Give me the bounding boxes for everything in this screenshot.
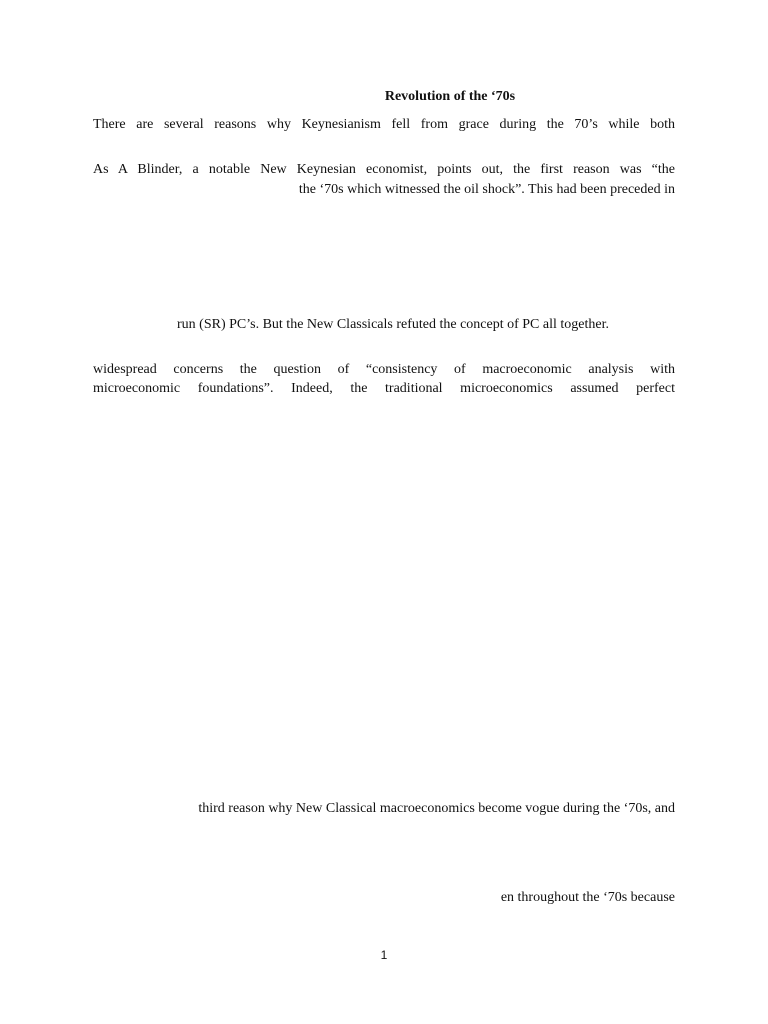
page-number: 1	[380, 948, 388, 962]
paragraph-line-3: the ‘70s which witnessed the oil shock”. This had been preceded in	[298, 182, 675, 197]
paragraph-line-5: widespread concerns the question of “consistency of macroeconomic analysis with	[93, 362, 675, 377]
paragraph-line-6: microeconomic foundations”. Indeed, the traditional microeconomics assumed perfect	[93, 381, 675, 396]
paragraph-line-8: en throughout the ‘70s because	[500, 890, 675, 905]
paragraph-line-7: third reason why New Classical macroeconomics become vogue during the ‘70s, and	[198, 801, 675, 816]
paragraph-line-1: There are several reasons why Keynesianism fell from grace during the 70’s while both	[93, 117, 675, 132]
paragraph-line-2: As A Blinder, a notable New Keynesian economist, points out, the first reason was “the	[93, 162, 675, 177]
paragraph-line-4: run (SR) PC’s. But the New Classicals refuted the concept of PC all together.	[177, 317, 609, 332]
document-title: Revolution of the ‘70s	[384, 89, 516, 104]
